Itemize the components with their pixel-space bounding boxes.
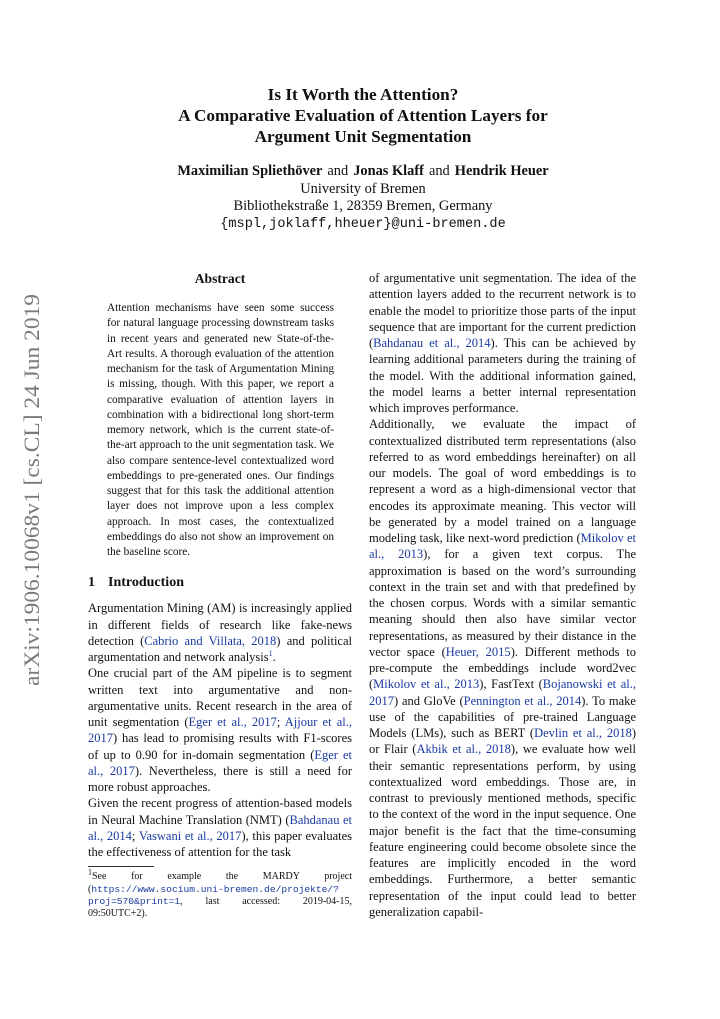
citation-link[interactable]: Heuer, 2015 (445, 644, 511, 659)
intro-paragraph-3 (88, 795, 352, 860)
section-number: 1 (88, 575, 95, 591)
paper-title (88, 84, 638, 147)
abstract-text: Attention mechanisms have seen some success for natural language processing downstream tasks in recent years and generated new State-of-the-Art results. A thorough evaluation of the attention mechanism for the task of Argumentation Mining is missing, though. With this paper, we report a comparative evaluation of attention layers in combination with a bidirectional long short-term memory network, which is the current state-of-the-art approach to the unit segmentation task. We also compare sentence-level contextualized word embeddings to pre-generated ones. Our findings suggest that for this task the additional attention layer does not improve upon a less complex approach. In most cases, the contextualized embeddings do also not show an improvement on the baseline score. (107, 302, 334, 558)
text-run: of argumentative unit segmentation. The idea of the attention layers added to the recurrent network is to enable the model to prioritize those parts of the input sequence that are important for the current prediction ( (369, 271, 636, 350)
footnote (88, 867, 352, 920)
citation-link[interactable]: Vaswani et al., 2017 (138, 828, 242, 843)
citation-link[interactable]: Pennington et al., 2014 (463, 693, 582, 708)
right-paragraph-1 (369, 270, 636, 416)
footnote-divider (88, 866, 154, 867)
text-run: ) and GloVe ( (394, 693, 464, 708)
right-paragraph-2 (369, 416, 636, 920)
address: Bibliothekstraße 1, 28359 Bremen, Germany (233, 198, 493, 214)
arxiv-stamp-text: arXiv:1906.10068v1 [cs.CL] 24 Jun 2019 (19, 318, 44, 686)
introduction-body (88, 600, 352, 860)
text-run: ) has lead to promising results with F1-scores of up to 0.90 for in-domain segmentation ( (88, 731, 352, 762)
text-run: ). Different methods to pre-compute the embeddings include word2vec ( (369, 644, 636, 692)
text-run: ; (276, 715, 285, 729)
text-run: ), this paper evaluates the effectiveness of attention for the task (88, 828, 352, 859)
title-line-1: Is It Worth the Attention? (267, 85, 459, 104)
text-run: ). This can be achieved by learning additional parameters during the training of the model. With the additional information gained, the model learns a better internal representation which improves performance. (369, 336, 636, 415)
text-run: Given the recent progress of attention-based models in Neural Machine Translation (NMT) ( (88, 796, 352, 827)
right-column-body (369, 270, 636, 920)
footnote-number: 1 (88, 867, 92, 877)
citation-link[interactable]: Mikolov et al., 2013 (369, 531, 636, 562)
title-line-2: A Comparative Evaluation of Attention Layers for (178, 106, 548, 125)
text-run: ), FastText ( (479, 677, 543, 692)
left-column (88, 270, 352, 920)
section-title: Introduction (108, 575, 184, 591)
title-line-3: Argument Unit Segmentation (254, 127, 472, 146)
text-run: ), for a given text corpus. The approximation is based on the word’s surrounding context in the train set and with that predefined by the chosen corpus. Words with a similar semantic meaning should then also have similar vector representations, as measured by their distance in the vector space ( (369, 547, 636, 659)
text-run: ) or Flair ( (369, 726, 636, 757)
text-run: ). To make use of the capabilities of pre-trained Language Models (LMs), such as BERT ( (369, 693, 636, 740)
citation-link[interactable]: Bojanowski et al., 2017 (369, 677, 636, 708)
author-2: Jonas Klaff (353, 163, 424, 179)
text-run: Argumentation Mining (AM) is increasingly applied in different fields of research like fake-news detection ( (88, 601, 352, 648)
footnote-text: See for example the MARDY project ( (88, 871, 352, 895)
author-separator: and (428, 163, 450, 179)
text-run: ; (131, 828, 139, 843)
citation-link[interactable]: Bahdanau et al., 2014 (373, 336, 491, 350)
author-separator: and (327, 163, 349, 179)
arxiv-stamp (4, 290, 48, 690)
right-column (369, 270, 636, 920)
footnote-marker[interactable]: 1 (268, 648, 273, 658)
intro-paragraph-1 (88, 600, 352, 665)
author-block (88, 163, 638, 233)
citation-link[interactable]: Cabrio and Villata, 2018 (144, 633, 277, 648)
abstract-heading: Abstract (194, 271, 246, 286)
author-emails[interactable]: {mspl,joklaff,hheuer}@uni-bremen.de (220, 216, 506, 232)
citation-link[interactable]: Ajjour et al., 2017 (88, 715, 352, 746)
citation-link[interactable]: Akbik et al., 2018 (416, 742, 511, 757)
citation-link[interactable]: Mikolov et al., 2013 (373, 677, 480, 692)
citation-link[interactable]: Bahdanau et al., 2014 (88, 812, 352, 843)
text-run: Additionally, we evaluate the impact of contextualized distributed term representations (also referred to as word embeddings hereinafter) on all our models. The goal of word embeddings is to represent a word as a high-dimensional vector that encodes its approximate meaning. This vector will be generated by a model trained on a language modeling task, like next-word prediction ( (369, 417, 636, 545)
footnote-text: , last accessed: 2019-04-15, 09:50UTC+2). (88, 895, 352, 920)
section-heading-introduction (88, 574, 352, 592)
author-names (88, 163, 638, 181)
citation-link[interactable]: Devlin et al., 2018 (534, 726, 632, 740)
text-run: One crucial part of the AM pipeline is to segment written text into argumentative and non-argumentative units. Recent research in the area of unit segmentation ( (88, 666, 352, 729)
author-3: Hendrik Heuer (454, 163, 549, 179)
text-run: ). Nevertheless, there is still a need for more robust approaches. (88, 763, 352, 794)
citation-link[interactable]: Eger et al., 2017 (188, 715, 277, 729)
citation-link[interactable]: Eger et al., 2017 (88, 747, 353, 778)
text-run: ), we evaluate how well their semantic representations perform, by using contextualized word embeddings. Those are, in contrast to previously mentioned methods, specific to the context of the word in the input sequence. One major benefit is the fact that the time-consuming feature engineering could become obsolete since the features are implicitly encoded in the word embeddings. Furthermore, a better semantic representation of the input could lead to better generalization capabil- (369, 742, 636, 919)
text-run: ) and political argumentation and network analysis (88, 633, 353, 664)
affiliation: University of Bremen (300, 180, 426, 197)
text-run: . (272, 650, 276, 664)
intro-paragraph-2 (88, 665, 352, 795)
author-1: Maximilian Spliethöver (177, 163, 323, 179)
footnote-url[interactable]: https://www.socium.uni-bremen.de/projekte/?proj=570&print=1 (88, 883, 339, 907)
